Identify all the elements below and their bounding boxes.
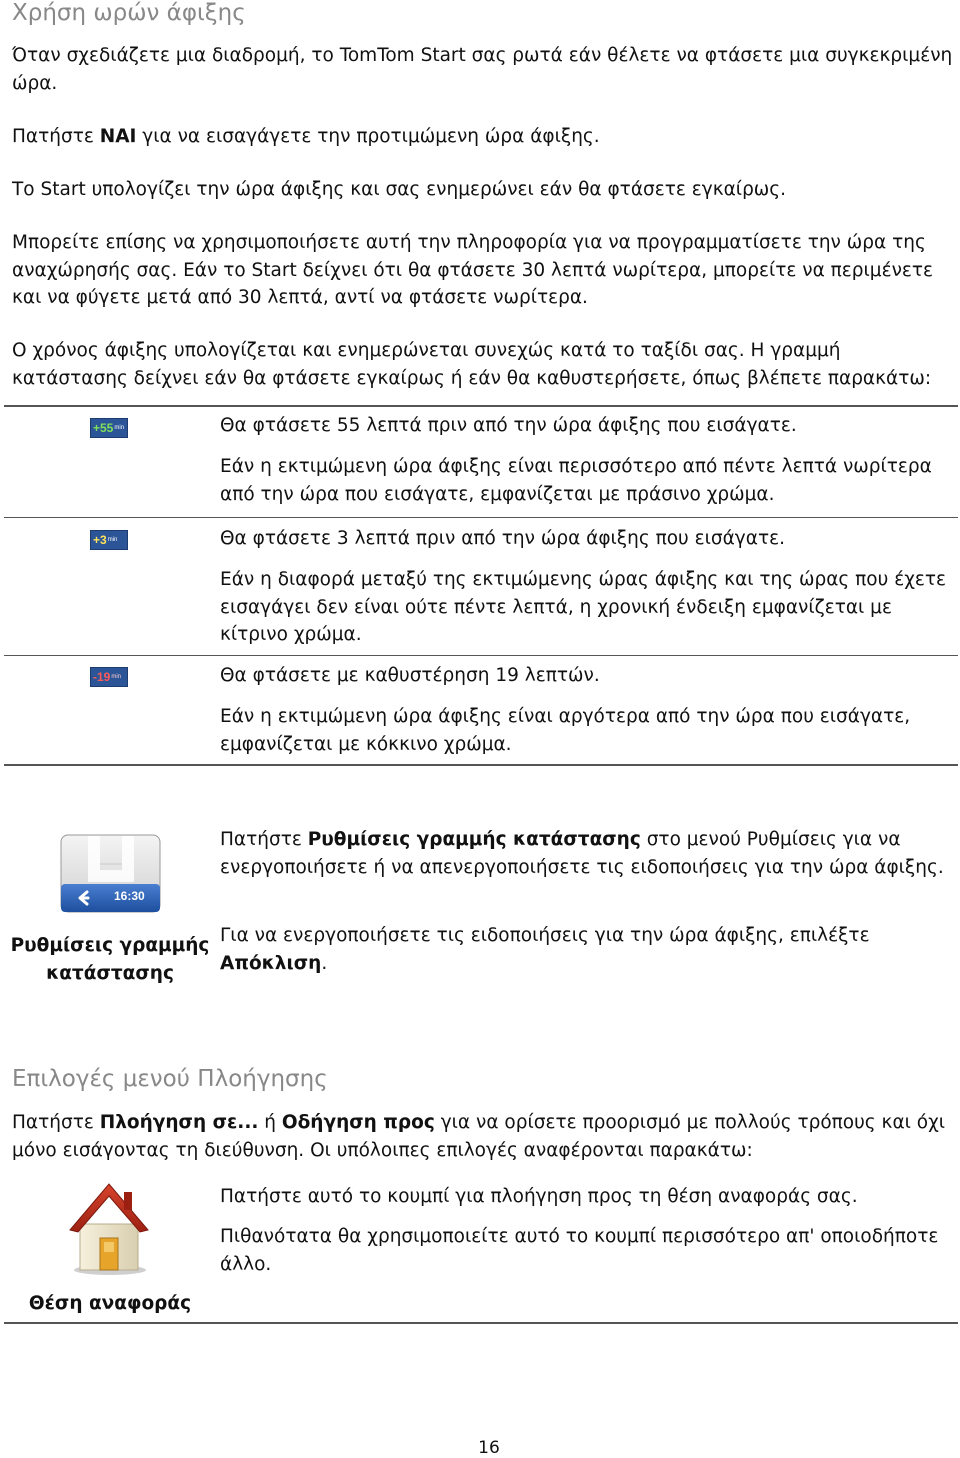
status-settings-text-1: Πατήστε Ρυθμίσεις γραμμής κατάστασης στο μενού Ρυθμίσεις για να ενεργοποιήσετε ή να απενεργοποιήσετε τις ειδοποιήσεις για την ώρα άφιξης. — [220, 829, 944, 878]
icon-time-label: 16:30 — [114, 889, 145, 903]
intro-paragraph-3: Το Start υπολογίζει την ώρα άφιξης και σας ενημερώνει εάν θα φτάσετε εγκαίρως. — [12, 179, 787, 200]
table-top-rule — [4, 405, 958, 407]
home-icon[interactable] — [68, 1180, 150, 1276]
status-bar-settings-icon[interactable] — [60, 834, 161, 913]
section-heading: Χρήση ωρών άφιξης — [12, 0, 246, 26]
arrival-row-1-line-2: Εάν η εκτιμώμενη ώρα άφιξης είναι περισσότερο από πέντε λεπτά νωρίτερα από την ώρα που εισάγατε, εμφανίζεται με πράσινο χρώμα. — [220, 456, 932, 505]
status-settings-text-2: Για να ενεργοποιήσετε τις ειδοποιήσεις για την ώρα άφιξης, επιλέξτε Απόκλιση. — [220, 925, 870, 974]
arrival-row-3-line-1: Θα φτάσετε με καθυστέρηση 19 λεπτών. — [220, 665, 600, 686]
home-caption: Θέση αναφοράς — [28, 1293, 192, 1314]
arrival-row-1-line-1: Θα φτάσετε 55 λεπτά πριν από την ώρα άφιξης που εισάγατε. — [220, 415, 797, 436]
home-text-2: Πιθανότατα θα χρησιμοποιείτε αυτό το κουμπί περισσότερο απ' οποιοδήποτε άλλο. — [220, 1226, 939, 1275]
intro-paragraph-2: Πατήστε ΝΑΙ για να εισαγάγετε την προτιμώμενη ώρα άφιξης. — [12, 126, 600, 147]
status-bar-settings-caption: Ρυθμίσεις γραμμής κατάστασης — [10, 935, 210, 984]
intro-paragraph-4: Μπορείτε επίσης να χρησιμοποιήσετε αυτή την πληροφορία για να προγραμματίσετε την ώρα της αναχώρησής σας. Εάν το Start δείχνει ότι θα φτάσετε 30 λεπτά νωρίτερα, μπορείτε να περιμένετε και να φύγετε μετά από 30 λεπτά, αντί να φτάσετε νωρίτερα. — [12, 232, 934, 308]
table-bottom-rule — [4, 764, 958, 766]
arrival-row-2-line-2: Εάν η διαφορά μεταξύ της εκτιμώμενης ώρας άφιξης και της ώρας που έχετε εισαγάγει δεν είναι ούτε πέντε λεπτά, η χρονική ένδειξη εμφανίζεται με κίτρινο χρώμα. — [220, 569, 947, 645]
section-heading: Επιλογές μενού Πλοήγησης — [12, 1066, 328, 1092]
nav-intro-paragraph: Πατήστε Πλοήγηση σε... ή Οδήγηση προς για να ορίσετε προορισμό με πολλούς τρόπους και όχι μόνο εισάγοντας τη διεύθυνση. Οι υπόλοιπες επιλογές αναφέρονται παρακάτω: — [12, 1112, 946, 1161]
intro-paragraph-1: Όταν σχεδιάζετε μια διαδρομή, το TomTom Start σας ρωτά εάν θέλετε να φτάσετε μια συγκεκριμένη ώρα. — [12, 45, 953, 94]
arrival-badge-early: $+55^{min}$ — [90, 418, 128, 438]
home-text-1: Πατήστε αυτό το κουμπί για πλοήγηση προς τη θέση αναφοράς σας. — [220, 1186, 858, 1207]
arrival-badge-on-time: $+3^{min}$ — [90, 530, 128, 550]
arrival-row-2-line-1: Θα φτάσετε 3 λεπτά πριν από την ώρα άφιξης που εισάγατε. — [220, 528, 785, 549]
table-row-rule — [4, 655, 958, 656]
arrival-badge-late: $-19^{min}$ — [90, 667, 128, 687]
arrival-row-3-line-2: Εάν η εκτιμώμενη ώρα άφιξης είναι αργότερα από την ώρα που εισάγατε, εμφανίζεται με κόκκινο χρώμα. — [220, 706, 911, 755]
table-row-rule — [4, 517, 958, 518]
page-number: 16 — [478, 1438, 500, 1458]
intro-paragraph-5: Ο χρόνος άφιξης υπολογίζεται και ενημερώνεται συνεχώς κατά το ταξίδι σας. Η γραμμή κατάστασης δείχνει εάν θα φτάσετε εγκαίρως ή εάν θα καθυστερήσετε, όπως βλέπετε παρακάτω: — [12, 340, 932, 389]
section-bottom-rule — [4, 1322, 958, 1324]
